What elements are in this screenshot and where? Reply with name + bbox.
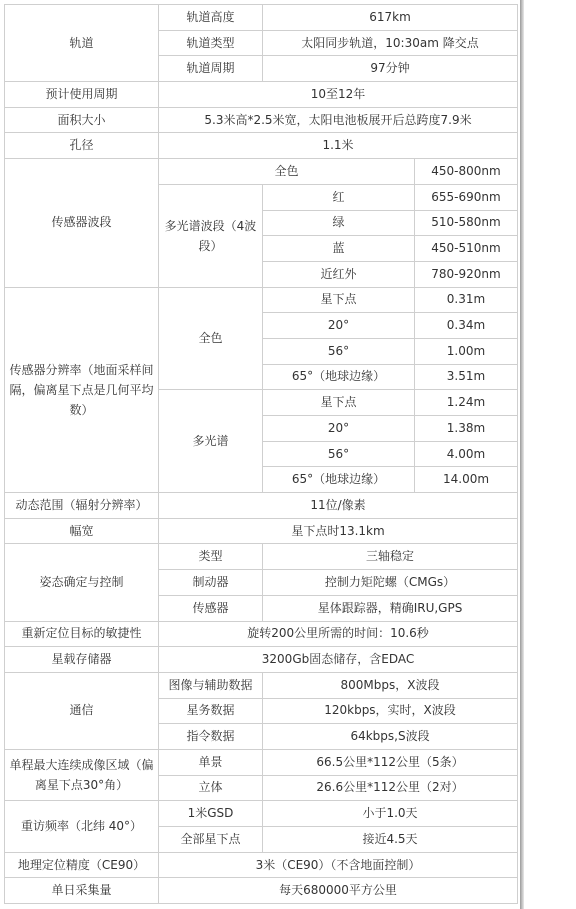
revisit-nadir-label: 全部星下点 bbox=[159, 827, 263, 853]
table-row bbox=[5, 621, 518, 647]
storage-value: 3200Gb固态储存，含EDAC bbox=[159, 647, 518, 673]
table-row bbox=[5, 672, 518, 698]
nir-band-value: 780-920nm bbox=[415, 261, 518, 287]
dynamic-range-value: 11位/像素 bbox=[159, 493, 518, 519]
table-row bbox=[5, 878, 518, 904]
revisit-nadir-value: 接近4.5天 bbox=[263, 827, 518, 853]
orbit-period-label: 轨道周期 bbox=[159, 56, 263, 82]
resolution-value: 14.00m bbox=[415, 467, 518, 493]
max-area-stereo-value: 26.6公里*112公里（2对） bbox=[263, 775, 518, 801]
max-area-label: 单程最大连续成像区域（偏离星下点30°角） bbox=[5, 749, 159, 800]
daily-collection-label: 单日采集量 bbox=[5, 878, 159, 904]
revisit-gsd-label: 1米GSD bbox=[159, 801, 263, 827]
attitude-sensor-value: 星体跟踪器，精确IRU,GPS bbox=[263, 595, 518, 621]
nir-band-label: 近红外 bbox=[263, 261, 415, 287]
resolution-value: 0.31m bbox=[415, 287, 518, 313]
bands-label: 传感器波段 bbox=[5, 159, 159, 287]
size-value: 5.3米高*2.5米宽，太阳电池板展开后总跨度7.9米 bbox=[159, 107, 518, 133]
resolution-label: 传感器分辨率（地面采样间隔，偏离星下点是几何平均数） bbox=[5, 287, 159, 493]
aperture-value: 1.1米 bbox=[159, 133, 518, 159]
orbit-label: 轨道 bbox=[5, 5, 159, 82]
max-area-stereo-label: 立体 bbox=[159, 775, 263, 801]
satellite-spec-table bbox=[4, 4, 518, 904]
resolution-value: 1.38m bbox=[415, 416, 518, 442]
red-band-value: 655-690nm bbox=[415, 184, 518, 210]
pan-band-value: 450-800nm bbox=[415, 159, 518, 185]
attitude-type-value: 三轴稳定 bbox=[263, 544, 518, 570]
orbit-altitude-value: 617km bbox=[263, 5, 518, 31]
attitude-actuator-value: 控制力矩陀螺（CMGs） bbox=[263, 570, 518, 596]
comms-command-value: 64kbps,S波段 bbox=[263, 724, 518, 750]
comms-image-value: 800Mbps，X波段 bbox=[263, 672, 518, 698]
resolution-angle: 星下点 bbox=[263, 287, 415, 313]
table-row bbox=[5, 133, 518, 159]
resolution-angle: 56° bbox=[263, 338, 415, 364]
attitude-actuator-label: 制动器 bbox=[159, 570, 263, 596]
table-row bbox=[5, 493, 518, 519]
table-row bbox=[5, 5, 518, 31]
revisit-label: 重访频率（北纬 40°） bbox=[5, 801, 159, 852]
resolution-angle: 65°（地球边缘） bbox=[263, 364, 415, 390]
resolution-angle: 65°（地球边缘） bbox=[263, 467, 415, 493]
comms-housekeeping-label: 星务数据 bbox=[159, 698, 263, 724]
ms-resolution-label: 多光谱 bbox=[159, 390, 263, 493]
table-row bbox=[5, 852, 518, 878]
attitude-type-label: 类型 bbox=[159, 544, 263, 570]
swath-label: 幅宽 bbox=[5, 518, 159, 544]
table-row bbox=[5, 287, 518, 313]
resolution-value: 0.34m bbox=[415, 313, 518, 339]
green-band-label: 绿 bbox=[263, 210, 415, 236]
resolution-value: 1.00m bbox=[415, 338, 518, 364]
blue-band-label: 蓝 bbox=[263, 236, 415, 262]
geolocation-value: 3米（CE90）（不含地面控制） bbox=[159, 852, 518, 878]
agility-label: 重新定位目标的敏捷性 bbox=[5, 621, 159, 647]
comms-label: 通信 bbox=[5, 672, 159, 749]
size-label: 面积大小 bbox=[5, 107, 159, 133]
aperture-label: 孔径 bbox=[5, 133, 159, 159]
pan-resolution-label: 全色 bbox=[159, 287, 263, 390]
max-area-mono-value: 66.5公里*112公里（5条） bbox=[263, 749, 518, 775]
resolution-value: 1.24m bbox=[415, 390, 518, 416]
daily-collection-value: 每天680000平方公里 bbox=[159, 878, 518, 904]
resolution-angle: 星下点 bbox=[263, 390, 415, 416]
resolution-value: 4.00m bbox=[415, 441, 518, 467]
max-area-mono-label: 单景 bbox=[159, 749, 263, 775]
ms-bands-label: 多光谱波段（4波段） bbox=[159, 184, 263, 287]
blue-band-value: 450-510nm bbox=[415, 236, 518, 262]
comms-image-label: 图像与辅助数据 bbox=[159, 672, 263, 698]
attitude-sensor-label: 传感器 bbox=[159, 595, 263, 621]
resolution-angle: 20° bbox=[263, 416, 415, 442]
attitude-label: 姿态确定与控制 bbox=[5, 544, 159, 621]
agility-value: 旋转200公里所需的时间：10.6秒 bbox=[159, 621, 518, 647]
orbit-period-value: 97分钟 bbox=[263, 56, 518, 82]
table-row bbox=[5, 82, 518, 108]
resolution-angle: 20° bbox=[263, 313, 415, 339]
table-row bbox=[5, 647, 518, 673]
red-band-label: 红 bbox=[263, 184, 415, 210]
pan-band-label: 全色 bbox=[159, 159, 415, 185]
orbit-type-value: 太阳同步轨道，10:30am 降交点 bbox=[263, 30, 518, 56]
table-row bbox=[5, 518, 518, 544]
comms-housekeeping-value: 120kbps，实时，X波段 bbox=[263, 698, 518, 724]
comms-command-label: 指令数据 bbox=[159, 724, 263, 750]
orbit-altitude-label: 轨道高度 bbox=[159, 5, 263, 31]
dynamic-range-label: 动态范围（辐射分辨率） bbox=[5, 493, 159, 519]
table-row bbox=[5, 801, 518, 827]
table-row bbox=[5, 107, 518, 133]
table-row bbox=[5, 544, 518, 570]
resolution-angle: 56° bbox=[263, 441, 415, 467]
revisit-gsd-value: 小于1.0天 bbox=[263, 801, 518, 827]
lifetime-label: 预计使用周期 bbox=[5, 82, 159, 108]
swath-value: 星下点时13.1km bbox=[159, 518, 518, 544]
page-edge-shadow bbox=[520, 0, 524, 909]
table-row bbox=[5, 749, 518, 775]
storage-label: 星载存储器 bbox=[5, 647, 159, 673]
table-row bbox=[5, 159, 518, 185]
green-band-value: 510-580nm bbox=[415, 210, 518, 236]
resolution-value: 3.51m bbox=[415, 364, 518, 390]
lifetime-value: 10至12年 bbox=[159, 82, 518, 108]
orbit-type-label: 轨道类型 bbox=[159, 30, 263, 56]
geolocation-label: 地理定位精度（CE90） bbox=[5, 852, 159, 878]
